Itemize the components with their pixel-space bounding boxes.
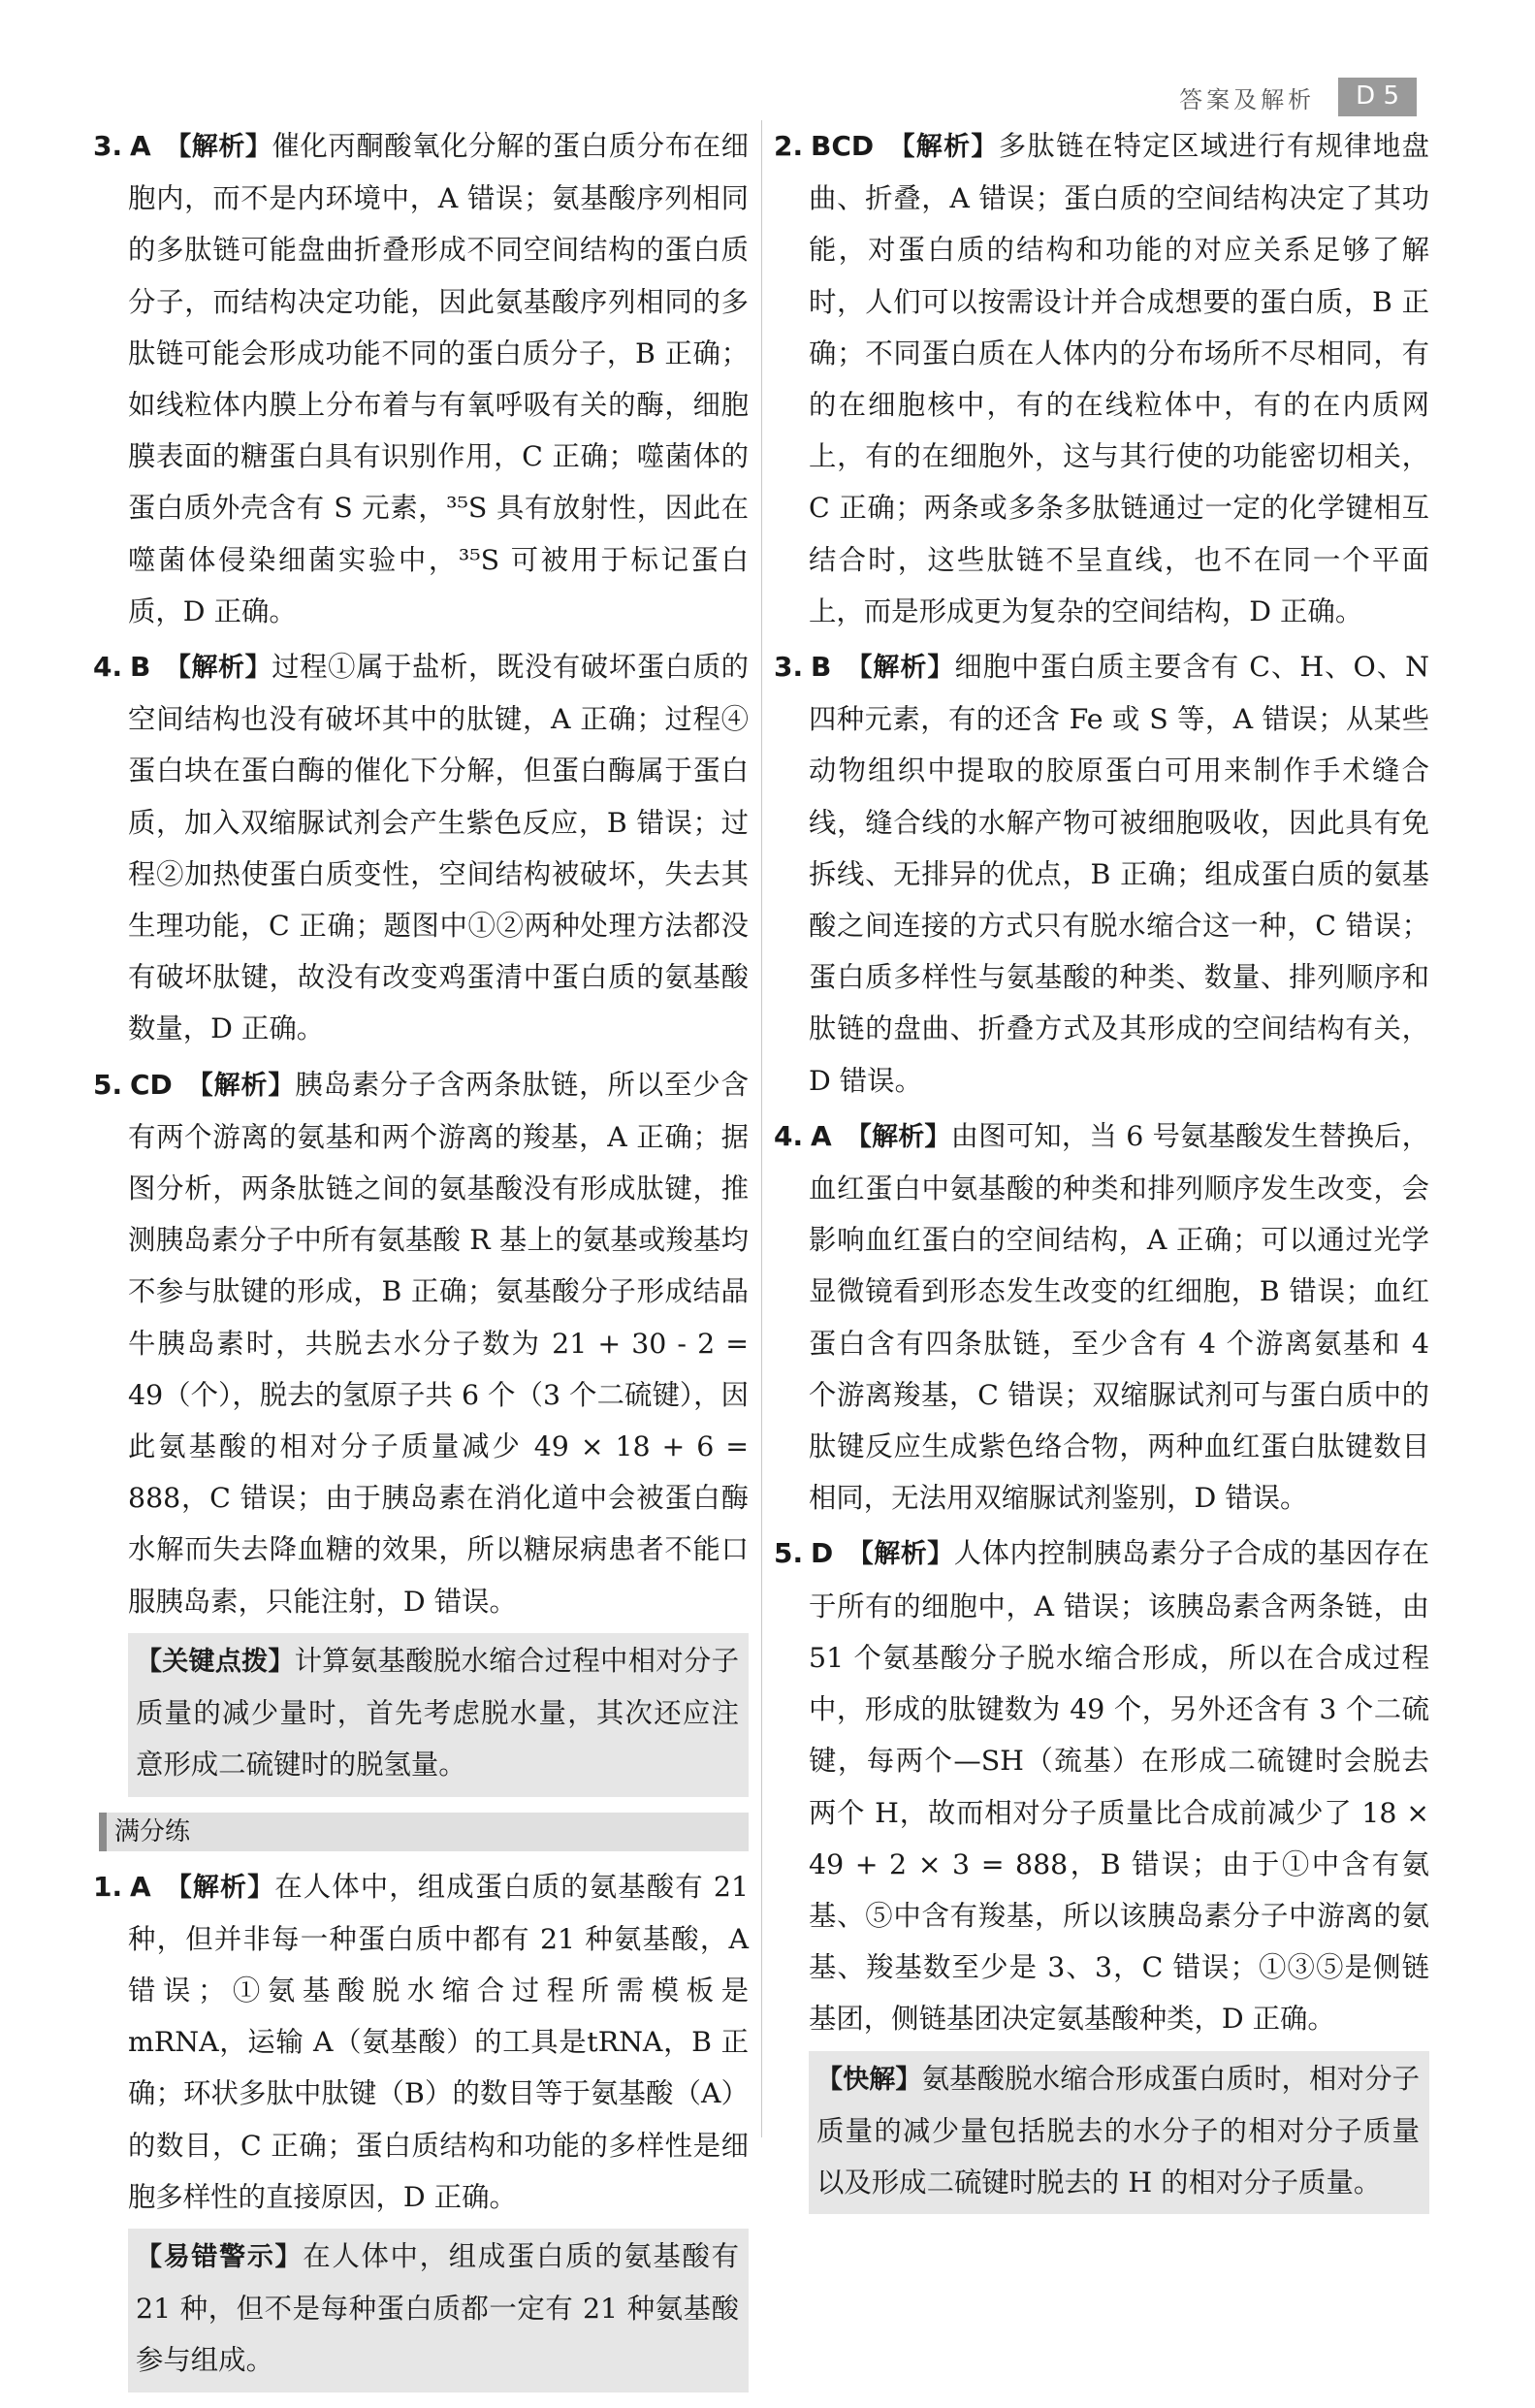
analysis-tag: 【解析】 bbox=[845, 1121, 951, 1152]
answer-choice: A bbox=[130, 130, 151, 162]
answer-item bbox=[93, 1059, 749, 1627]
analysis-tag: 【解析】 bbox=[164, 653, 272, 684]
item-number: 3. bbox=[93, 130, 123, 162]
right-column bbox=[774, 120, 1429, 2230]
analysis-tag: 【解析】 bbox=[185, 1070, 296, 1101]
answer-item bbox=[93, 1861, 749, 2223]
answer-choice: A bbox=[130, 1870, 151, 1903]
note-text: 氨基酸脱水缩合形成蛋白质时，相对分子质量的减少量包括脱去的水分子的相对分子质量以及形成二硫键时脱去的 H 的相对分子质量。 bbox=[816, 2062, 1420, 2199]
quick-solution-box bbox=[809, 2051, 1429, 2215]
answer-choice: D bbox=[811, 1537, 834, 1570]
item-number: 5. bbox=[774, 1537, 804, 1570]
analysis-text: 细胞中蛋白质主要含有 C、H、O、N 四种元素，有的还含 Fe 或 S 等，A 错误；从某些动物组织中提取的胶原蛋白可用来制作手术缝合线，缝合线的水解产物可被细胞吸收，因此具有免拆线、无排异的优点，B 正确；组成蛋白质的氨基酸之间连接的方式只有脱水缩合这一种，C 错误；蛋白质多样性与氨基酸的种类、数量、排列顺序和肽链的盘曲、折叠方式及其形成的空间结构有关，D 错误。 bbox=[809, 651, 1430, 1097]
left-column bbox=[93, 120, 749, 2408]
analysis-tag: 【解析】 bbox=[847, 1539, 954, 1570]
note-tag: 【易错警示】 bbox=[136, 2241, 304, 2272]
section-heading: 满分练 bbox=[99, 1813, 749, 1851]
analysis-tag: 【解析】 bbox=[164, 1872, 275, 1903]
item-number: 2. bbox=[774, 130, 804, 162]
answer-choice: BCD bbox=[811, 130, 875, 162]
item-number: 3. bbox=[774, 651, 804, 684]
error-warning-box bbox=[128, 2229, 749, 2392]
analysis-tag: 【解析】 bbox=[845, 653, 955, 684]
analysis-text: 催化丙酮酸氧化分解的蛋白质分布在细胞内，而不是内环境中，A 错误；氨基酸序列相同的多肽链可能盘曲折叠形成不同空间结构的蛋白质分子，而结构决定功能，因此氨基酸序列相同的多肽链可能会形成功能不同的蛋白质分子，B 正确；如线粒体内膜上分布着与有氧呼吸有关的酶，细胞膜表面的糖蛋白具有识别作用，C 正确；噬菌体的蛋白质外壳含有 S 元素，³⁵S 具有放射性，因此在噬菌体侵染细菌实验中，³⁵S 可被用于标记蛋白质，D 正确。 bbox=[128, 130, 749, 627]
analysis-text: 在人体中，组成蛋白质的氨基酸有 21 种，但并非每一种蛋白质中都有 21 种氨基酸，A 错误；①氨基酸脱水缩合过程所需模板是 mRNA，运输 A（氨基酸）的工具是tRNA，B 正确；环状多肽中肽键（B）的数目等于氨基酸（A）的数目，C 正确；蛋白质结构和功能的多样性是细胞多样性的直接原因，D 正确。 bbox=[128, 1870, 750, 2213]
note-text: 计算氨基酸脱水缩合过程中相对分子质量的减少量时，首先考虑脱水量，其次还应注意形成二硫键时的脱氢量。 bbox=[136, 1644, 739, 1782]
analysis-text: 过程①属于盐析，既没有破坏蛋白质的空间结构也没有破坏其中的肽键，A 正确；过程④蛋白块在蛋白酶的催化下分解，但蛋白酶属于蛋白质，加入双缩脲试剂会产生紫色反应，B 错误；过程②加热使蛋白质变性，空间结构被破坏，失去其生理功能，C 正确；题图中①②两种处理方法都没有破坏肽键，故没有改变鸡蛋清中蛋白质的氨基酸数量，D 正确。 bbox=[128, 651, 749, 1045]
page-number: D 5 bbox=[1338, 78, 1417, 116]
answer-choice: B bbox=[130, 651, 151, 684]
section-label: 答案及解析 bbox=[1179, 85, 1316, 113]
answer-item bbox=[774, 641, 1429, 1107]
answer-choice: CD bbox=[130, 1068, 173, 1101]
key-tip-box bbox=[128, 1633, 749, 1797]
answer-item bbox=[774, 1110, 1429, 1525]
item-number: 4. bbox=[93, 651, 123, 684]
item-number: 4. bbox=[774, 1119, 804, 1152]
answer-item bbox=[93, 641, 749, 1055]
answer-item bbox=[774, 120, 1429, 637]
note-tag: 【关键点拨】 bbox=[136, 1646, 295, 1677]
item-number: 5. bbox=[93, 1068, 123, 1101]
analysis-tag: 【解析】 bbox=[887, 132, 999, 162]
analysis-text: 人体内控制胰岛素分子合成的基因存在于所有的细胞中，A 错误；该胰岛素含两条链，由 51 个氨基酸分子脱水缩合形成，所以在合成过程中，形成的肽键数为 49 个，另外还含有 3 个二硫键，每两个—SH（巯基）在形成二硫键时会脱去两个 H，故而相对分子质量比合成前减少了 18 × 49 + 2 × 3 = 888，B 错误；由于①中含有氨基、⑤中含有羧基，所以该胰岛素分子中游离的氨基、羧基数至少是 3、3，C 错误；①③⑤是侧链基团，侧链基团决定氨基酸种类，D 正确。 bbox=[809, 1537, 1429, 2036]
note-text: 在人体中，组成蛋白质的氨基酸有 21 种，但不是每种蛋白质都一定有 21 种氨基酸参与组成。 bbox=[136, 2239, 739, 2377]
analysis-text: 多肽链在特定区域进行有规律地盘曲、折叠，A 错误；蛋白质的空间结构决定了其功能，对蛋白质的结构和功能的对应关系足够了解时，人们可以按需设计并合成想要的蛋白质，B 正确；不同蛋白质在人体内的分布场所不尽相同，有的在细胞核中，有的在线粒体中，有的在内质网上，有的在细胞外，这与其行使的功能密切相关，C 正确；两条或多条多肽链通过一定的化学键相互结合时，这些肽链不呈直线，也不在同一个平面上，而是形成更为复杂的空间结构，D 正确。 bbox=[809, 130, 1429, 627]
analysis-text: 胰岛素分子含两条肽链，所以至少含有两个游离的氨基和两个游离的羧基，A 正确；据图分析，两条肽链之间的氨基酸没有形成肽键，推测胰岛素分子中所有氨基酸 R 基上的氨基或羧基均不参与肽键的形成，B 正确；氨基酸分子形成结晶牛胰岛素时，共脱去水分子数为 21 + 30 - 2 = 49（个），脱去的氢原子共 6 个（3 个二硫键），因此氨基酸的相对分子质量减少 49 × 18 + 6 = 888，C 错误；由于胰岛素在消化道中会被蛋白酶水解而失去降血糖的效果，所以糖尿病患者不能口服胰岛素，只能注射，D 错误。 bbox=[128, 1068, 749, 1618]
answer-item bbox=[93, 120, 749, 637]
item-number: 1. bbox=[93, 1870, 123, 1903]
analysis-text: 由图可知，当 6 号氨基酸发生替换后，血红蛋白中氨基酸的种类和排列顺序发生改变，会影响血红蛋白的空间结构，A 正确；可以通过光学显微镜看到形态发生改变的红细胞，B 错误；血红蛋白含有四条肽链，至少含有 4 个游离氨基和 4 个游离羧基，C 错误；双缩脲试剂可与蛋白质中的肽键反应生成紫色络合物，两种血红蛋白肽键数目相同，无法用双缩脲试剂鉴别，D 错误。 bbox=[809, 1119, 1429, 1515]
answer-choice: A bbox=[811, 1119, 832, 1152]
answer-item bbox=[774, 1527, 1429, 2044]
column-divider bbox=[761, 120, 762, 2137]
page-header bbox=[1179, 80, 1417, 114]
analysis-tag: 【解析】 bbox=[164, 132, 272, 162]
answer-choice: B bbox=[811, 651, 832, 684]
note-tag: 【快解】 bbox=[816, 2064, 922, 2095]
